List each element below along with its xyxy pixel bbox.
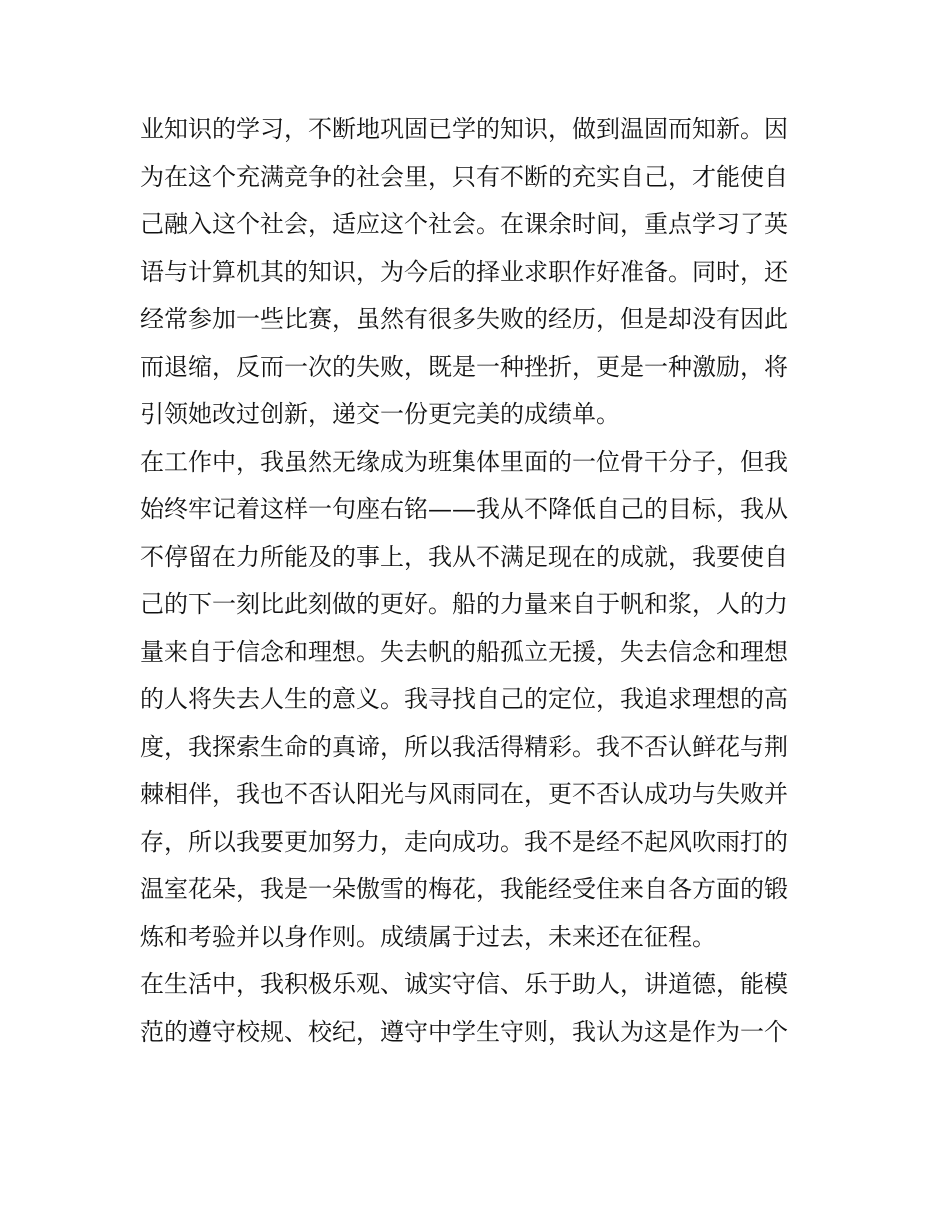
text-line: 温室花朵，我是一朵傲雪的梅花，我能经受住来自各方面的锻 (140, 875, 788, 903)
text-line: 存，所以我要更加努力，走向成功。我不是经不起风吹雨打的 (140, 827, 788, 856)
text-line: 而退缩，反而一次的失败，既是一种挫折，更是一种激励，将 (140, 352, 788, 381)
text-line: 己的下一刻比此刻做的更好。船的力量来自于帆和浆，人的力 (140, 590, 788, 618)
text-line: 棘相伴，我也不否认阳光与风雨同在，更不否认成功与失败并 (140, 780, 788, 808)
text-line: 范的遵守校规、校纪，遵守中学生守则，我认为这是作为一个 (140, 1017, 788, 1046)
text-line: 的人将失去人生的意义。我寻找自己的定位，我追求理想的高 (140, 685, 788, 713)
document-body (140, 106, 812, 1056)
text-line: 在生活中，我积极乐观、诚实守信、乐于助人，讲道德，能模 (140, 970, 788, 998)
paragraph-3 (140, 961, 812, 1056)
text-line: 业知识的学习，不断地巩固已学的知识，做到温固而知新。因 (140, 115, 788, 143)
text-line: 量来自于信念和理想。失去帆的船孤立无援，失去信念和理想 (140, 637, 788, 666)
text-line: 始终牢记着这样一句座右铭——我从不降低自己的目标，我从 (140, 495, 788, 523)
text-line: 在工作中，我虽然无缘成为班集体里面的一位骨干分子，但我 (140, 447, 788, 476)
text-line: 为在这个充满竞争的社会里，只有不断的充实自己，才能使自 (140, 162, 788, 191)
text-line: 引领她改过创新，递交一份更完美的成绩单。 (140, 400, 620, 428)
text-line: 度，我探索生命的真谛，所以我活得精彩。我不否认鲜花与荆 (140, 732, 788, 761)
text-line: 语与计算机其的知识，为今后的择业求职作好准备。同时，还 (140, 257, 788, 286)
paragraph-2 (140, 439, 812, 962)
paragraph-1 (140, 106, 812, 439)
text-line: 炼和考验并以身作则。成绩属于过去，未来还在征程。 (140, 922, 716, 951)
text-line: 己融入这个社会，适应这个社会。在课余时间，重点学习了英 (140, 210, 788, 238)
text-line: 不停留在力所能及的事上，我从不满足现在的成就，我要使自 (140, 542, 788, 571)
text-line: 经常参加一些比赛，虽然有很多失败的经历，但是却没有因此 (140, 305, 788, 333)
